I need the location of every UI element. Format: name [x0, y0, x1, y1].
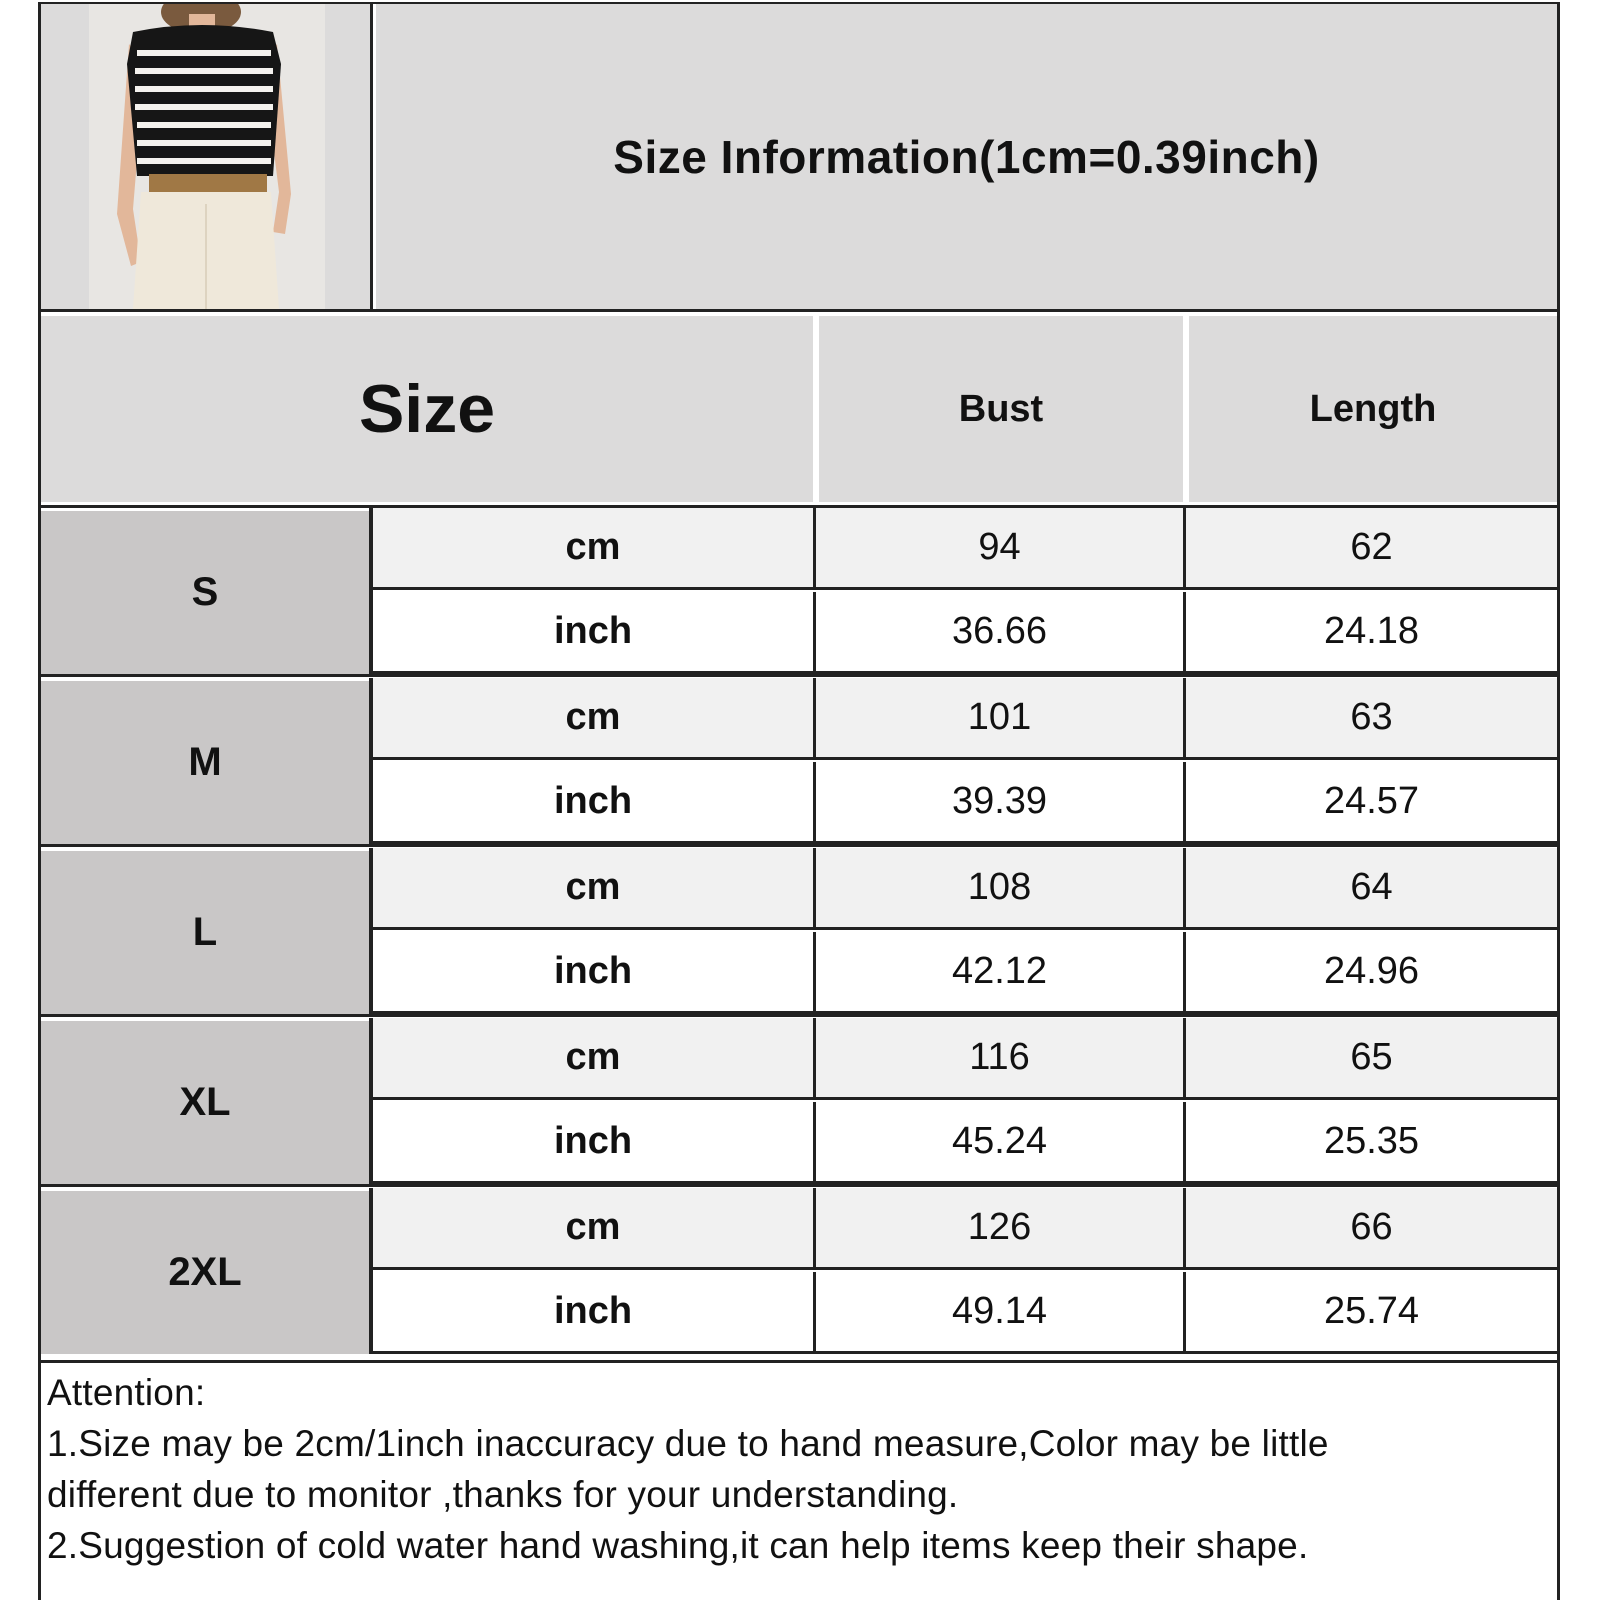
- length-cell: 66: [1350, 1206, 1393, 1248]
- length-cell: 24.18: [1323, 610, 1420, 652]
- bust-cell: 42.12: [951, 950, 1048, 992]
- chart-title: Size Information(1cm=0.39inch): [613, 130, 1320, 183]
- product-photo: [41, 4, 373, 309]
- notes-heading: Attention:: [47, 1372, 206, 1413]
- table-row: [373, 1102, 1557, 1184]
- unit-cell: inch: [553, 780, 633, 822]
- size-chart: [38, 2, 1560, 1600]
- size-label: L: [41, 848, 369, 1014]
- bust-cell: 116: [969, 1036, 1030, 1078]
- bust-cell: 94: [978, 526, 1021, 568]
- unit-cell: inch: [553, 610, 633, 652]
- length-cell: 63: [1350, 696, 1393, 738]
- size-group-l: [41, 848, 1557, 1018]
- notes-line-1: 1.Size may be 2cm/1inch inaccuracy due to hand measure,Color may be little: [47, 1423, 1329, 1464]
- table-row: [373, 1018, 1557, 1100]
- bust-cell: 101: [967, 696, 1032, 738]
- length-cell: 24.96: [1323, 950, 1420, 992]
- unit-cell: cm: [565, 696, 621, 738]
- size-label: 2XL: [41, 1188, 369, 1354]
- size-group-s: [41, 508, 1557, 678]
- table-row: [373, 592, 1557, 674]
- notes-line-3: 2.Suggestion of cold water hand washing,it can help items keep their shape.: [47, 1525, 1309, 1566]
- unit-cell: inch: [553, 1120, 633, 1162]
- table-row: [373, 1188, 1557, 1270]
- length-cell: 25.74: [1323, 1290, 1420, 1332]
- bust-column-header: Bust: [819, 316, 1183, 502]
- unit-cell: inch: [553, 1290, 633, 1332]
- unit-cell: inch: [553, 950, 633, 992]
- table-row: [373, 762, 1557, 844]
- size-label: XL: [41, 1018, 369, 1184]
- size-group-2xl: [41, 1188, 1557, 1358]
- length-cell: 64: [1350, 866, 1393, 908]
- size-group-m: [41, 678, 1557, 848]
- bust-cell: 45.24: [951, 1120, 1048, 1162]
- length-cell: 62: [1350, 526, 1393, 568]
- bust-cell: 39.39: [951, 780, 1048, 822]
- size-column-header: Size: [41, 316, 813, 502]
- header-section: [41, 4, 1557, 312]
- table-row: [373, 932, 1557, 1014]
- table-row: [373, 508, 1557, 590]
- table-row: [373, 848, 1557, 930]
- table-row: [373, 678, 1557, 760]
- unit-cell: cm: [565, 1036, 621, 1078]
- length-column-header: Length: [1189, 316, 1557, 502]
- length-cell: 65: [1350, 1036, 1393, 1078]
- size-group-xl: [41, 1018, 1557, 1188]
- model-striped-top-illustration: [41, 4, 373, 309]
- unit-cell: cm: [565, 526, 621, 568]
- attention-notes: [41, 1360, 1557, 1600]
- bust-cell: 126: [967, 1206, 1032, 1248]
- bust-cell: 49.14: [951, 1290, 1048, 1332]
- table-header-row: [41, 312, 1557, 508]
- length-cell: 24.57: [1323, 780, 1420, 822]
- unit-cell: cm: [565, 866, 621, 908]
- unit-cell: cm: [565, 1206, 621, 1248]
- table-row: [373, 1272, 1557, 1354]
- size-label: S: [41, 508, 369, 674]
- notes-line-2: different due to monitor ,thanks for your understanding.: [47, 1474, 959, 1515]
- length-cell: 25.35: [1323, 1120, 1420, 1162]
- title-cell: [373, 4, 1557, 309]
- bust-cell: 36.66: [951, 610, 1048, 652]
- size-label: M: [41, 678, 369, 844]
- bust-cell: 108: [967, 866, 1032, 908]
